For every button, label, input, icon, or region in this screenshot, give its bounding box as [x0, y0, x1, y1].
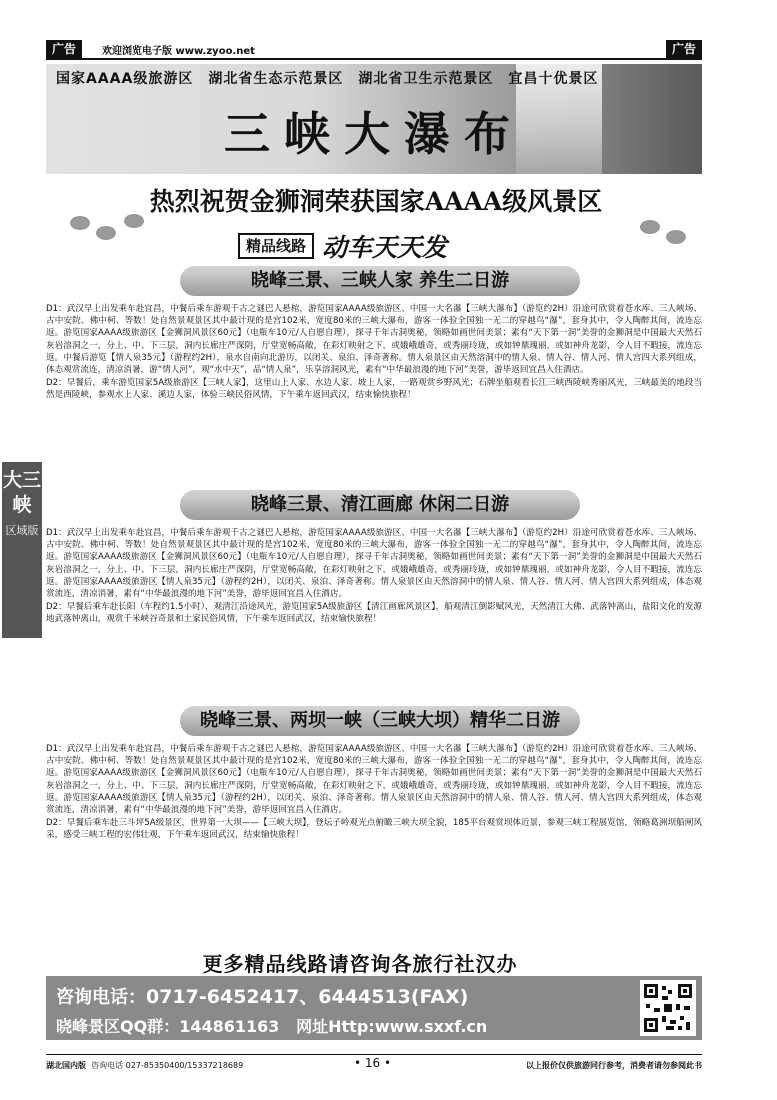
tour-3-title: 晓峰三景、两坝一峡（三峡大坝）精华二日游 — [180, 706, 580, 736]
qq-row — [56, 1014, 487, 1037]
website-label: 网址Http: — [296, 1017, 375, 1036]
feature-label: 精品线路 — [238, 233, 314, 259]
tour-2-day-1: D1：武汉早上出发乘车赴宜昌，中餐后乘车游观千古之谜巴人悬棺，游览国家AAAA级旅游区、中国一大名瀑【三峡大瀑布】（游览约2H）沿途可欣赏着苍水库、三人峡场、古中安院、佛中柯、等数！处自然景观景区其中最计现的是宫102米，宽度80米的三峡大瀑布，游客一体验全国独一无二的穿越鸟“瀑”，套身其中，令人陶醉其间，流连忘返。游览国家AAAA级旅游区【金狮洞风景区60元】（电瓶车10元/人自愿自理），探寻千年古洞奥秘，领略如画世间美景；素有“天下第一洞”美誉的金狮洞是中国最大天然石灰岩溶洞之一，分上、中、下三层，洞内长廊庄严深阴，厅堂宽畅高敞，在彩灯映射之下，或娥峨雄奇，或秀丽玲珑，或如钟鼎瑰丽，或如神舟龙影，令人目不暇接，流连忘返。游览国家AAAA级旅游区【情人泉35元】（游程约2H），以闭关、泉泊、泽奇著称。情人泉景区由天然溶洞中的情人泉、情人谷、情人河、情人宫四大系列组成，体态观赏流连，清凉消暑，素有“中华最浪漫的地下河”美誉，游毕返回宜昌入住酒店。 — [46, 528, 702, 600]
side-tab-title: 大三峡 — [2, 469, 41, 516]
footer-disclaimer: 以上报价仅供旅游同行参考，消费者请勿参阅此书 — [526, 1061, 702, 1070]
tour-3-itinerary — [46, 743, 702, 843]
phone-row — [56, 982, 468, 1009]
flower-decoration-icon — [640, 220, 660, 234]
tour-2-title: 晓峰三景、清江画廊 休闲二日游 — [180, 490, 580, 520]
page-title: 三峡大瀑布 — [224, 107, 524, 161]
banner — [46, 64, 702, 174]
phone-label: 咨询电话： — [56, 987, 146, 1008]
site-text: 欢迎浏览电子版 www.zyoo.net — [102, 46, 255, 57]
website-link[interactable]: www.sxxf.cn — [374, 1017, 488, 1036]
tour-2-itinerary — [46, 527, 702, 627]
qq-number: 144861163 — [179, 1017, 280, 1036]
ad-label-left: 广告 — [46, 40, 82, 58]
tour-3-day-1: D1：武汉早上出发乘车赴宜昌，中餐后乘车游观千古之谜巴人悬棺，游览国家AAAA级旅游区、中国一大名瀑【三峡大瀑布】（游览约2H）沿途可欣赏着苍水库、三人峡场、古中安院、佛中柯、等数！处自然景观景区其中最计现的是宫102米，宽度80米的三峡大瀑布，游客一体验全国独一无二的穿越鸟“瀑”，套身其中，令人陶醉其间，流连忘返。游览国家AAAA级旅游区【金狮洞风景区60元】（电瓶车10元/人自愿自理），探寻千年古洞奥秘，领略如画世间美景；素有“天下第一洞”美誉的金狮洞是中国最大天然石灰岩溶洞之一，分上、中、下三层，洞内长廊庄严深阴，厅堂宽畅高敞，在彩灯映射之下，或娥峨雄奇，或秀丽玲珑，或如钟鼎瑰丽，或如神舟龙影，令人目不暇接，流连忘返。游览国家AAAA级旅游区【情人泉35元】（游程约2H），以闭关、泉泊、泽奇著称。情人泉景区由天然溶洞中的情人泉、情人谷、情人河、情人宫四大系列组成，体态观赏流连，清凉消暑，素有“中华最浪漫的地下河”美誉，游毕返回宜昌入住酒店。 — [46, 744, 702, 816]
footer-left — [46, 1060, 243, 1071]
tour-1-title: 晓峰三景、三峡人家 养生二日游 — [180, 266, 580, 296]
phone-number: 0717-6452417、6444513(FAX) — [146, 986, 469, 1008]
tour-1-day-2: D2：早餐后，乘车游览国家5A级旅游区【三峡人家】，这里山上人家、水边人家、坡上人家，一路观赏乡野风光；石牌坐船观看长江三峡西陵峡秀丽风光，三峡最美的地段当然是西陵峡，参观水上人家、溪边人家，体验三峡民俗风情，下午乘车返回武汉，结束愉快旅程！ — [46, 378, 702, 401]
top-bar — [46, 40, 702, 60]
flower-decoration-icon — [96, 226, 116, 240]
qr-code-icon[interactable] — [640, 980, 696, 1036]
flower-decoration-icon — [70, 216, 90, 230]
tour-2-day-2: D2：早餐后乘车赴长阳（车程约1.5小时），观清江沿途风光，游览国家5A级旅游区【清江画廊风景区】，船观清江倒影赋风光，天然清江大佛、武落钟离山，盐阳文化的发源地武落钟离山，观赏千米峡谷奇景和土家民俗风情，下午乘车返回武汉，结束愉快旅程！ — [46, 602, 702, 625]
tour-1-day-1: D1：武汉早上出发乘车赴宜昌，中餐后乘车游观千古之谜巴人悬棺，游览国家AAAA级旅游区、中国一大名瀑【三峡大瀑布】（游览约2H）沿途可欣赏着苍水库、三人峡场、古中安院、佛中柯、等数！处自然景观景区其中最计现的是宫102米，宽度80米的三峡大瀑布，游客一体验全国独一无二的穿越鸟“瀑”，套身其中，令人陶醉其间，流连忘返。游览国家AAAA级旅游区【金狮洞风景区60元】（电瓶车10元/人自愿自理），探寻千年古洞奥秘，领略如画世间美景；素有“天下第一洞”美誉的金狮洞是中国最大天然石灰岩溶洞之一，分上、中、下三层，洞内长廊庄严深阴，厅堂宽畅高敞，在彩灯映射之下，或娥峨雄奇，或秀丽玲珑，或如钟鼎瑰丽，或如神舟龙影，令人目不暇接，流连忘返。中餐后游览【情人泉35元】（游程约2H），泉水自南向北游历，以闭关、泉泊、泽奇著称。情人泉景区由天然溶洞中的情人泉、情人谷、情人河、情人宫四大系列组成，体态观赏流连，清凉消暑，游“情人河”，观“水中天”，品“情人泉”，乐享溶洞风光，素有“中华最浪漫的地下河”美誉，游毕返回宜昌入住酒店。 — [46, 304, 702, 376]
flower-decoration-icon — [124, 214, 144, 228]
feature-slogan: 动车天天发 — [322, 233, 448, 262]
region-side-tab — [2, 462, 42, 638]
side-tab-subtitle: 区域版 — [5, 524, 39, 537]
tour-3-day-2: D2：早餐后乘车赴三斗坪5A级景区，世界第一大坝——【三峡大坝】，登坛子岭观光点俯瞰三峡大坝全貌，185平台观赏坝体近景，参观三峡工程展览馆，领略葛洲坝船闸风采，感受三峡工程的宏伟壮观，下午乘车返回武汉，结束愉快旅程！ — [46, 818, 702, 841]
footer-hotline: 咨询电话 027-85350400/15337218689 — [91, 1061, 244, 1070]
headline: 热烈祝贺金狮洞荣获国家AAAA级风景区 — [149, 187, 603, 216]
consult-title: 更多精品线路请咨询各旅行社汉办 — [202, 952, 518, 976]
awards-line: 国家AAAA级旅游区 湖北省生态示范景区 湖北省卫生示范景区 宜昌十优景区 — [56, 71, 599, 87]
contact-panel — [46, 976, 702, 1040]
page-number: • 16 • — [354, 1056, 392, 1070]
tour-1-itinerary — [46, 303, 702, 403]
ad-label-right: 广告 — [666, 40, 702, 58]
flower-decoration-icon — [666, 230, 686, 244]
qq-label: 晓峰景区QQ群： — [56, 1017, 180, 1036]
page-footer — [46, 1054, 702, 1074]
publication-name: 湖北国内版 — [46, 1061, 86, 1070]
